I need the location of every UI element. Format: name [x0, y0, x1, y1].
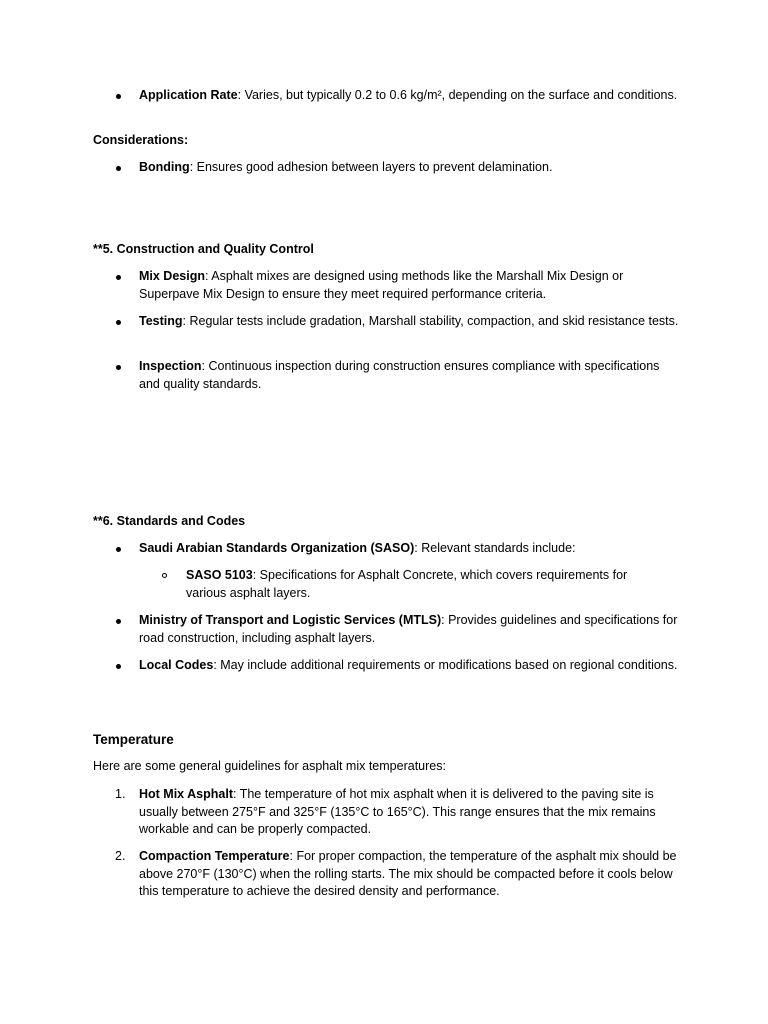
- item-text: : Asphalt mixes are designed using methods like the Marshall Mix Design or Superpave Mix Design to ensure they meet required performance criteria.: [139, 269, 624, 301]
- item-term: Application Rate: [139, 88, 238, 102]
- temperature-heading: Temperature: [93, 732, 174, 747]
- sub-list-item: [186, 567, 656, 602]
- item-text: : Provides guidelines and specifications for road construction, including asphalt layers.: [139, 613, 678, 645]
- temperature-intro: Here are some general guidelines for asphalt mix temperatures:: [93, 759, 446, 773]
- item-text: : May include additional requirements or modifications based on regional conditions.: [213, 658, 678, 672]
- item-text: : Varies, but typically 0.2 to 0.6 kg/m², depending on the surface and conditions.: [237, 88, 678, 102]
- list-item: [139, 87, 679, 105]
- item-term: Saudi Arabian Standards Organization (SASO): [139, 541, 415, 555]
- item-text: : The temperature of hot mix asphalt when it is delivered to the paving site is usually between 275°F and 325°F (135°C to 165°C). This range ensures that the mix remains workable and can be properly compacted.: [139, 787, 656, 836]
- item-text: : For proper compaction, the temperature of the asphalt mix should be above 270°F (130°C) when the rolling starts. The mix should be compacted before it cools below this temperature to achieve the desired density and performance.: [139, 849, 677, 898]
- item-term: Ministry of Transport and Logistic Services (MTLS): [139, 613, 442, 627]
- list-number: 2.: [115, 849, 126, 863]
- item-text: : Specifications for Asphalt Concrete, which covers requirements for various asphalt layers.: [186, 568, 628, 600]
- item-term: Bonding: [139, 160, 190, 174]
- list-item: [139, 657, 679, 675]
- item-text: : Regular tests include gradation, Marshall stability, compaction, and skid resistance tests.: [182, 314, 679, 328]
- list-number: 1.: [115, 787, 126, 801]
- list-item: [139, 540, 679, 558]
- considerations-heading: Considerations:: [93, 133, 189, 147]
- section-heading: **6. Standards and Codes: [93, 514, 246, 528]
- section-heading: **5. Construction and Quality Control: [93, 242, 314, 256]
- item-term: Mix Design: [139, 269, 205, 283]
- item-term: Compaction Temperature: [139, 849, 290, 863]
- item-text: : Ensures good adhesion between layers to prevent delamination.: [189, 160, 553, 174]
- item-term: Hot Mix Asphalt: [139, 787, 233, 801]
- list-item: [139, 268, 679, 303]
- list-item: [139, 358, 679, 393]
- numbered-list-item: [115, 786, 679, 839]
- list-item: [139, 159, 679, 177]
- list-item: [139, 313, 679, 331]
- item-term: Local Codes: [139, 658, 214, 672]
- item-term: Inspection: [139, 359, 202, 373]
- item-term: SASO 5103: [186, 568, 253, 582]
- item-text: : Continuous inspection during construction ensures compliance with specifications and quality standards.: [139, 359, 660, 391]
- item-term: Testing: [139, 314, 183, 328]
- list-item: [139, 612, 679, 647]
- numbered-list-item: [115, 848, 679, 901]
- item-text: : Relevant standards include:: [414, 541, 576, 555]
